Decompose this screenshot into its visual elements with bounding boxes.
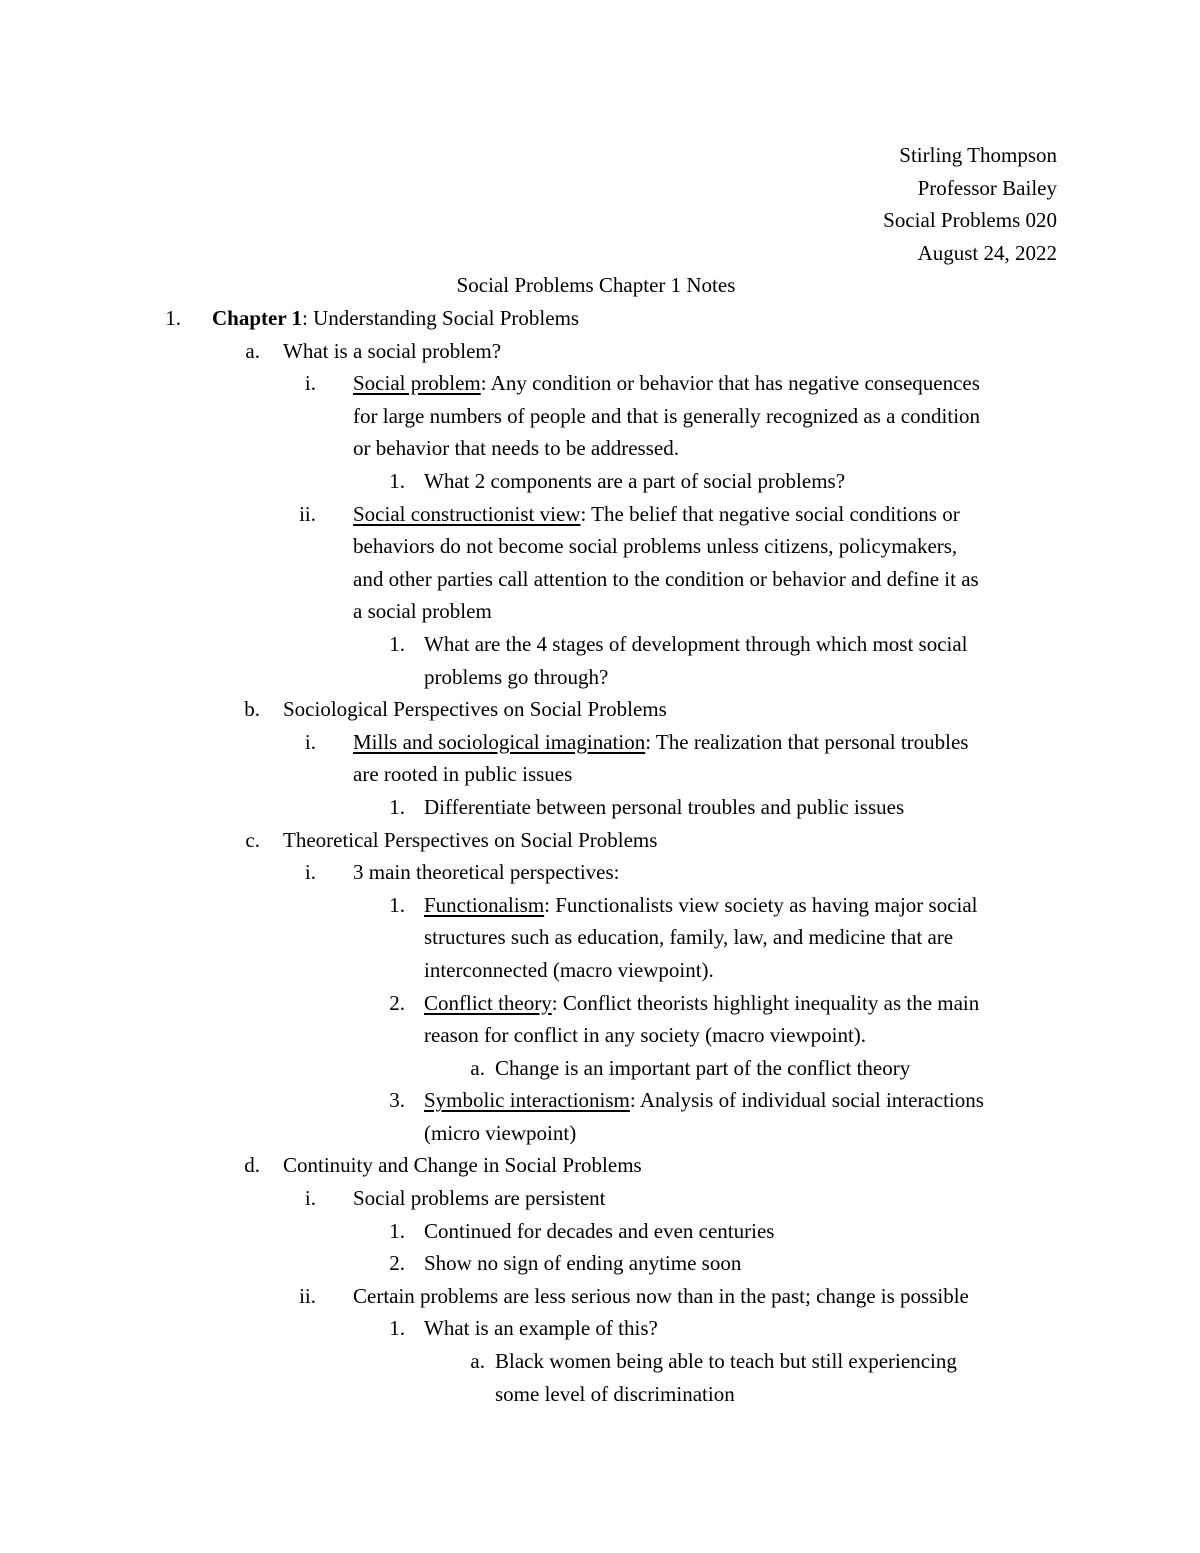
list-item-text: Change is an important part of the conflict theory xyxy=(495,1055,911,1080)
list-marker: 3. xyxy=(389,1088,405,1113)
professor-name: Professor Bailey xyxy=(917,175,1057,200)
outline-item-b xyxy=(0,693,1200,726)
outline-item-c-i-3 xyxy=(0,1084,1200,1149)
outline-item-c-i-2-a xyxy=(0,1052,1200,1085)
outline-chapter-1 xyxy=(0,302,1200,335)
list-item-text: Certain problems are less serious now than in the past; change is possible xyxy=(353,1283,969,1308)
definition-line: (micro viewpoint) xyxy=(424,1120,577,1145)
chapter-subtitle: : Understanding Social Problems xyxy=(302,306,580,330)
outline-item-d-ii xyxy=(0,1280,1200,1313)
list-marker: i. xyxy=(304,860,316,885)
list-marker: a. xyxy=(245,338,260,363)
document-date: August 24, 2022 xyxy=(917,240,1057,265)
definition-line: reason for conflict in any society (macro viewpoint). xyxy=(424,1023,867,1048)
definition-line: a social problem xyxy=(353,599,492,624)
outline-item-a xyxy=(0,335,1200,368)
list-marker: 1. xyxy=(389,794,405,819)
header-block xyxy=(883,139,1057,269)
outline-item-d-i-1 xyxy=(0,1215,1200,1248)
list-item-text: 3 main theoretical perspectives: xyxy=(353,860,620,885)
term-mills-sociological-imagination: Mills and sociological imagination xyxy=(353,729,646,754)
term-social-problem: Social problem xyxy=(353,371,481,396)
list-item-line: Black women being able to teach but still experiencing xyxy=(495,1349,957,1374)
definition-line: : The belief that negative social conditions or xyxy=(580,501,960,526)
list-item-text: What is a social problem? xyxy=(283,338,502,363)
outline-item-c-i xyxy=(0,856,1200,889)
list-item-text: Continued for decades and even centuries xyxy=(424,1218,775,1243)
list-item-line: problems go through? xyxy=(424,664,609,689)
term-functionalism: Functionalism xyxy=(424,892,545,917)
student-name: Stirling Thompson xyxy=(899,143,1057,167)
definition-line: structures such as education, family, law, and medicine that are xyxy=(424,925,954,950)
list-marker: 2. xyxy=(389,990,405,1015)
list-marker: i. xyxy=(304,1186,316,1211)
list-marker: ii. xyxy=(299,1283,316,1308)
list-item-text: Show no sign of ending anytime soon xyxy=(424,1251,742,1276)
definition-line: and other parties call attention to the condition or behavior and define it as xyxy=(353,566,979,591)
list-marker: a. xyxy=(470,1055,485,1080)
outline-item-a-i-1 xyxy=(0,465,1200,498)
outline-item-b-i-1 xyxy=(0,791,1200,824)
definition-line: : Functionalists view society as having major social xyxy=(544,892,978,917)
list-marker: 1. xyxy=(389,631,405,656)
list-item-text: Social problems are persistent xyxy=(353,1186,606,1211)
definition-line: : Conflict theorists highlight inequality as the main xyxy=(551,990,980,1015)
definition-line: or behavior that needs to be addressed. xyxy=(353,436,679,461)
document-title: Social Problems Chapter 1 Notes xyxy=(456,273,736,297)
list-marker: 1. xyxy=(389,1316,405,1341)
list-marker: b. xyxy=(244,697,260,722)
chapter-label: Chapter 1 xyxy=(212,306,303,330)
list-marker: 1. xyxy=(389,892,405,917)
course-name: Social Problems 020 xyxy=(883,208,1057,233)
outline-item-a-ii-1 xyxy=(0,628,1200,693)
definition-line: : Analysis of individual social interactions xyxy=(629,1088,984,1113)
notes-outline xyxy=(0,302,1200,1410)
definition-line: : Any condition or behavior that has negative consequences xyxy=(480,371,980,396)
outline-item-d-ii-1-a xyxy=(0,1345,1200,1410)
outline-item-d-i xyxy=(0,1182,1200,1215)
definition-line: interconnected (macro viewpoint). xyxy=(424,957,714,982)
term-conflict-theory: Conflict theory xyxy=(424,990,552,1015)
list-marker: 1. xyxy=(165,306,181,330)
list-item-line: What are the 4 stages of development through which most social xyxy=(424,631,968,656)
outline-item-a-i xyxy=(0,367,1200,465)
list-item-text: What is an example of this? xyxy=(424,1316,658,1341)
list-marker: 1. xyxy=(389,1218,405,1243)
definition-line: behaviors do not become social problems unless citizens, policymakers, xyxy=(353,534,958,559)
list-item-text: Continuity and Change in Social Problems xyxy=(283,1153,642,1178)
list-marker: i. xyxy=(304,371,316,396)
list-item-text: Sociological Perspectives on Social Problems xyxy=(283,697,667,722)
list-marker: d. xyxy=(244,1153,260,1178)
list-item-line: some level of discrimination xyxy=(495,1381,735,1406)
outline-item-c-i-2 xyxy=(0,987,1200,1052)
definition-line: for large numbers of people and that is generally recognized as a condition xyxy=(353,403,981,428)
list-item-text: Theoretical Perspectives on Social Problems xyxy=(283,827,658,852)
list-marker: 1. xyxy=(389,468,405,493)
outline-item-d-i-2 xyxy=(0,1247,1200,1280)
list-item-text: What 2 components are a part of social problems? xyxy=(424,468,846,493)
term-symbolic-interactionism: Symbolic interactionism xyxy=(424,1088,630,1113)
definition-line: are rooted in public issues xyxy=(353,762,573,787)
list-marker: i. xyxy=(304,729,316,754)
outline-item-c-i-1 xyxy=(0,889,1200,987)
list-item-text: Differentiate between personal troubles and public issues xyxy=(424,794,905,819)
outline-item-b-i xyxy=(0,726,1200,791)
outline-item-d xyxy=(0,1149,1200,1182)
outline-item-a-ii xyxy=(0,498,1200,628)
outline-item-c xyxy=(0,824,1200,857)
definition-line: : The realization that personal troubles xyxy=(645,729,969,754)
list-marker: c. xyxy=(245,827,260,852)
list-marker: ii. xyxy=(299,501,316,526)
list-marker: a. xyxy=(470,1349,485,1374)
term-social-constructionist-view: Social constructionist view xyxy=(353,501,581,526)
list-marker: 2. xyxy=(389,1251,405,1276)
outline-item-d-ii-1 xyxy=(0,1312,1200,1345)
